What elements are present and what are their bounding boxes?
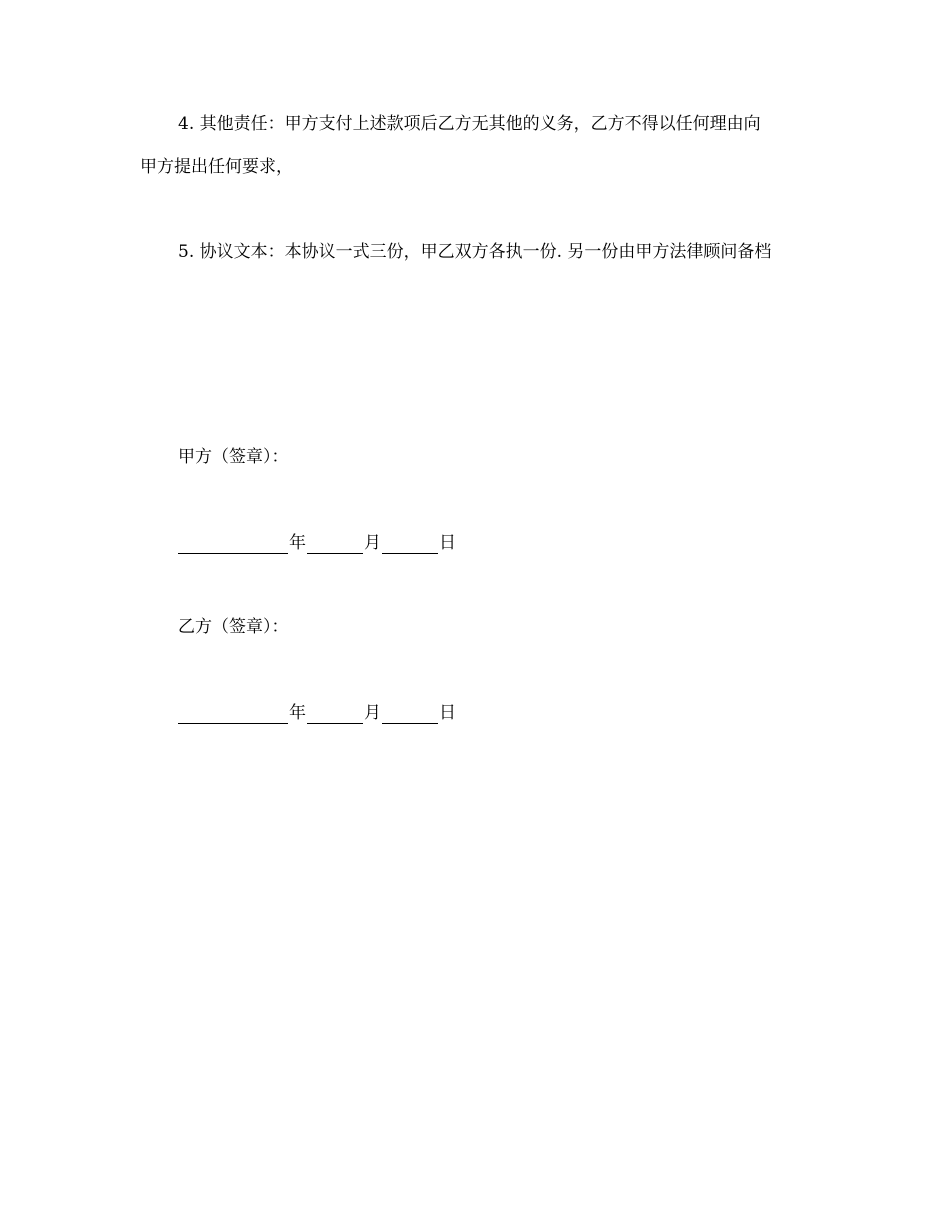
party-a-month-blank[interactable] <box>307 533 363 554</box>
party-a-signature-label: 甲方（签章）： <box>178 447 289 467</box>
clause-4-line-2: 甲方提出任何要求， <box>140 157 293 177</box>
party-b-year-blank[interactable] <box>178 703 288 724</box>
party-b-year-unit: 年 <box>289 703 306 723</box>
party-b-signature-label: 乙方（签章）： <box>178 617 289 637</box>
party-a-year-unit: 年 <box>289 533 306 553</box>
party-a-month-unit: 月 <box>364 533 381 553</box>
party-a-day-unit: 日 <box>439 533 456 553</box>
party-b-day-blank[interactable] <box>382 703 438 724</box>
party-b-date-row <box>178 700 457 724</box>
party-a-year-blank[interactable] <box>178 533 288 554</box>
clause-5-line-1: 5. 协议文本：本协议一式三份，甲乙双方各执一份. 另一份由甲方法律顾问备档 <box>178 242 772 262</box>
party-b-day-unit: 日 <box>439 703 456 723</box>
party-b-month-blank[interactable] <box>307 703 363 724</box>
party-a-day-blank[interactable] <box>382 533 438 554</box>
clause-4-line-1: 4. 其他责任：甲方支付上述款项后乙方无其他的义务，乙方不得以任何理由向 <box>178 114 761 134</box>
party-b-month-unit: 月 <box>364 703 381 723</box>
party-a-date-row <box>178 530 457 554</box>
